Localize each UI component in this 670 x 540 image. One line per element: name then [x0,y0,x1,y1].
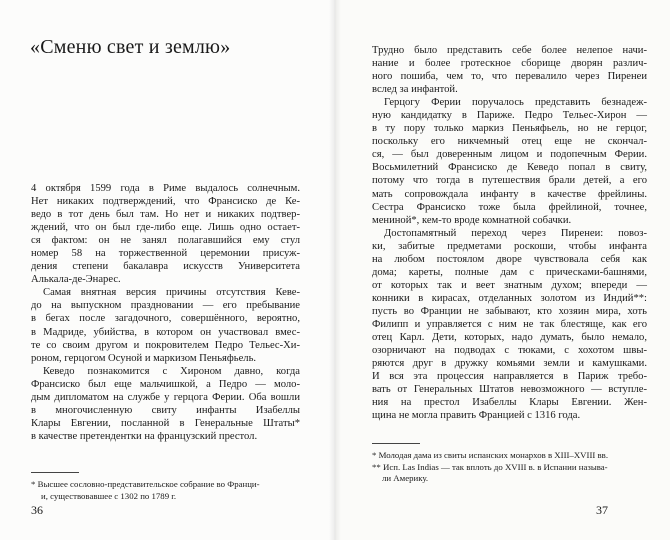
paragraph [31,365,300,443]
left-body-text [31,182,300,443]
paragraph [372,96,647,226]
text-line: Герцогу Ферии поручалось представить безнадеж- [384,97,647,109]
footnote-separator [31,472,79,473]
paragraph [372,227,647,423]
paragraph [31,286,300,364]
text-line: 4 октября 1599 года в Риме выдалось солнечным. [31,183,300,194]
paragraph [31,182,300,286]
text-line: вать от Генеральных Штатов невозможного — вступле- [372,384,647,396]
chapter-heading: «Сменю свет и землю» [30,36,231,58]
text-line: Нет никаких подтверждений, что Франсиско де Ке- [31,196,300,208]
text-line: мать сопровождала инфанту в качестве фрейлины. [372,188,647,200]
text-line: пусть во Франции не забывают, кто хозяин мира, хоть [372,305,647,317]
left-footnotes [31,479,260,502]
text-line: Трудно было представить себе более нелепое начи- [372,45,647,56]
text-line: ного пошиба, чем то, что перевалило через Пиренеи [372,71,647,83]
text-line: Клары Евгении, посланной в Генеральные Штаты* [31,417,300,429]
footnote-line: * Молодая дама из свиты испанских монархов в XIII–XVIII вв. [372,450,609,460]
text-line: ряются друг в дружку комьями земли и камушками. [372,358,647,370]
text-line: потому что тогда в путешествия брали детей, а его [372,175,647,187]
text-line: ведо в тот день был там. Но нет и никаких подтвер- [31,209,300,221]
text-line: Сестра Франсиско тоже была фрейлиной, точнее, [372,201,647,213]
text-line: мениной*, кем-то вроде комнатной собачки. [372,214,572,226]
text-line: Филипп и управляется с ним не так блестяще, как его [372,318,647,330]
text-line: ния на престол Изабеллы Клары Евгении. Жен- [372,397,647,409]
text-line: Франсиско был еще мальчишкой, а Педро — моло- [31,378,300,390]
footnote-separator [372,443,420,444]
text-line: Алькала-де-Энарес. [31,274,121,286]
text-line: в многочисленную свиту инфанты Изабеллы [31,404,300,416]
footnote [372,462,608,485]
text-line: ся фактом: он не занял полагавшийся ему стул [31,235,300,247]
text-line: вслед за инфантой. [372,84,458,96]
footnote [31,479,260,502]
text-line: ки, забитые предметами роскоши, чтобы инфанта [372,240,647,252]
text-line: номер 58 на торжественной церемонии присуж- [31,248,300,260]
text-line: щина не могла править Францией с 1316 года. [372,410,581,422]
text-line: от которых так и веет знатным духом; впереди — [372,279,647,291]
text-line: в ту пору только маркиз Пеньяфьель, но не герцог, [372,123,647,135]
book-gutter-shadow [329,0,341,540]
page-number-right: 37 [596,503,608,517]
text-line: ную кандидатку в Париже. Педро Тельес-Хирон — [372,110,647,122]
text-line: Кеведо познакомится с Хироном давно, когда [43,365,300,377]
text-line: на любом постоялом дворе чувствовала себя как [372,253,647,265]
footnote-line: ли Америку. [382,473,429,484]
text-line: И вся эта процессия направляется в Париж требо- [372,371,647,383]
footnote-line: и, существовавшее с 1302 по 1789 г. [41,490,177,501]
page-number-left: 36 [31,503,43,517]
text-line: отец Карл. Дети, которых, надо думать, было немало, [372,332,647,344]
right-footnotes [372,450,608,485]
text-line: дома; кареты, полные дам с прическами-башнями, [372,266,647,278]
right-body-text [372,44,647,422]
text-line: озорничают на подводах с тюками, с хохотом швы- [372,345,647,357]
text-line: в качестве претендентки на французский престол. [31,430,258,442]
text-line: дения степени бакалавра искусств Университета [31,261,300,273]
text-line: нание и более гротескное сборище дворян различ- [372,58,647,70]
text-line: Восьмилетний Франсиско де Кеведо попал в свиту, [372,162,647,174]
text-line: конники в кирасах, отделанных золотом из Индий**: [372,292,647,304]
right-page [335,0,670,540]
text-line: Достопамятный переход через Пиренеи: повоз- [384,227,647,239]
footnote [372,450,608,462]
text-line: до на выпускном праздновании — его пребывание [31,300,300,312]
text-line: в бегах после загадочного, совершённого, вероятно, [31,313,300,325]
footnote-line: * Высшее сословно-представительское собрание во Франци- [31,479,260,489]
text-line: роном, герцогом Осуной и маркизом Пеньяфьель. [31,352,257,364]
text-line: ждений, что он был где-либо еще. Лишь одно остает- [31,222,300,234]
text-line: ся, — был доверенным лицом и подопечным Ферии. [372,149,647,161]
text-line: те со своим другом и покровителем Педро Тельес-Хи- [31,339,300,351]
text-line: в Мадриде, убийства, в котором он участвовал вмес- [31,326,300,338]
text-line: поскольку его никчемный отец еще не скончал- [372,136,647,148]
text-line: дым дипломатом на службе у герцога Ферии. Оба вошли [31,391,300,403]
footnote-line: ** Исп. Las Indias — так вплоть до XVIII в. в Испании называ- [372,461,608,472]
paragraph [372,44,647,96]
text-line: Самая внятная версия причины отсутствия Кеве- [43,287,300,299]
